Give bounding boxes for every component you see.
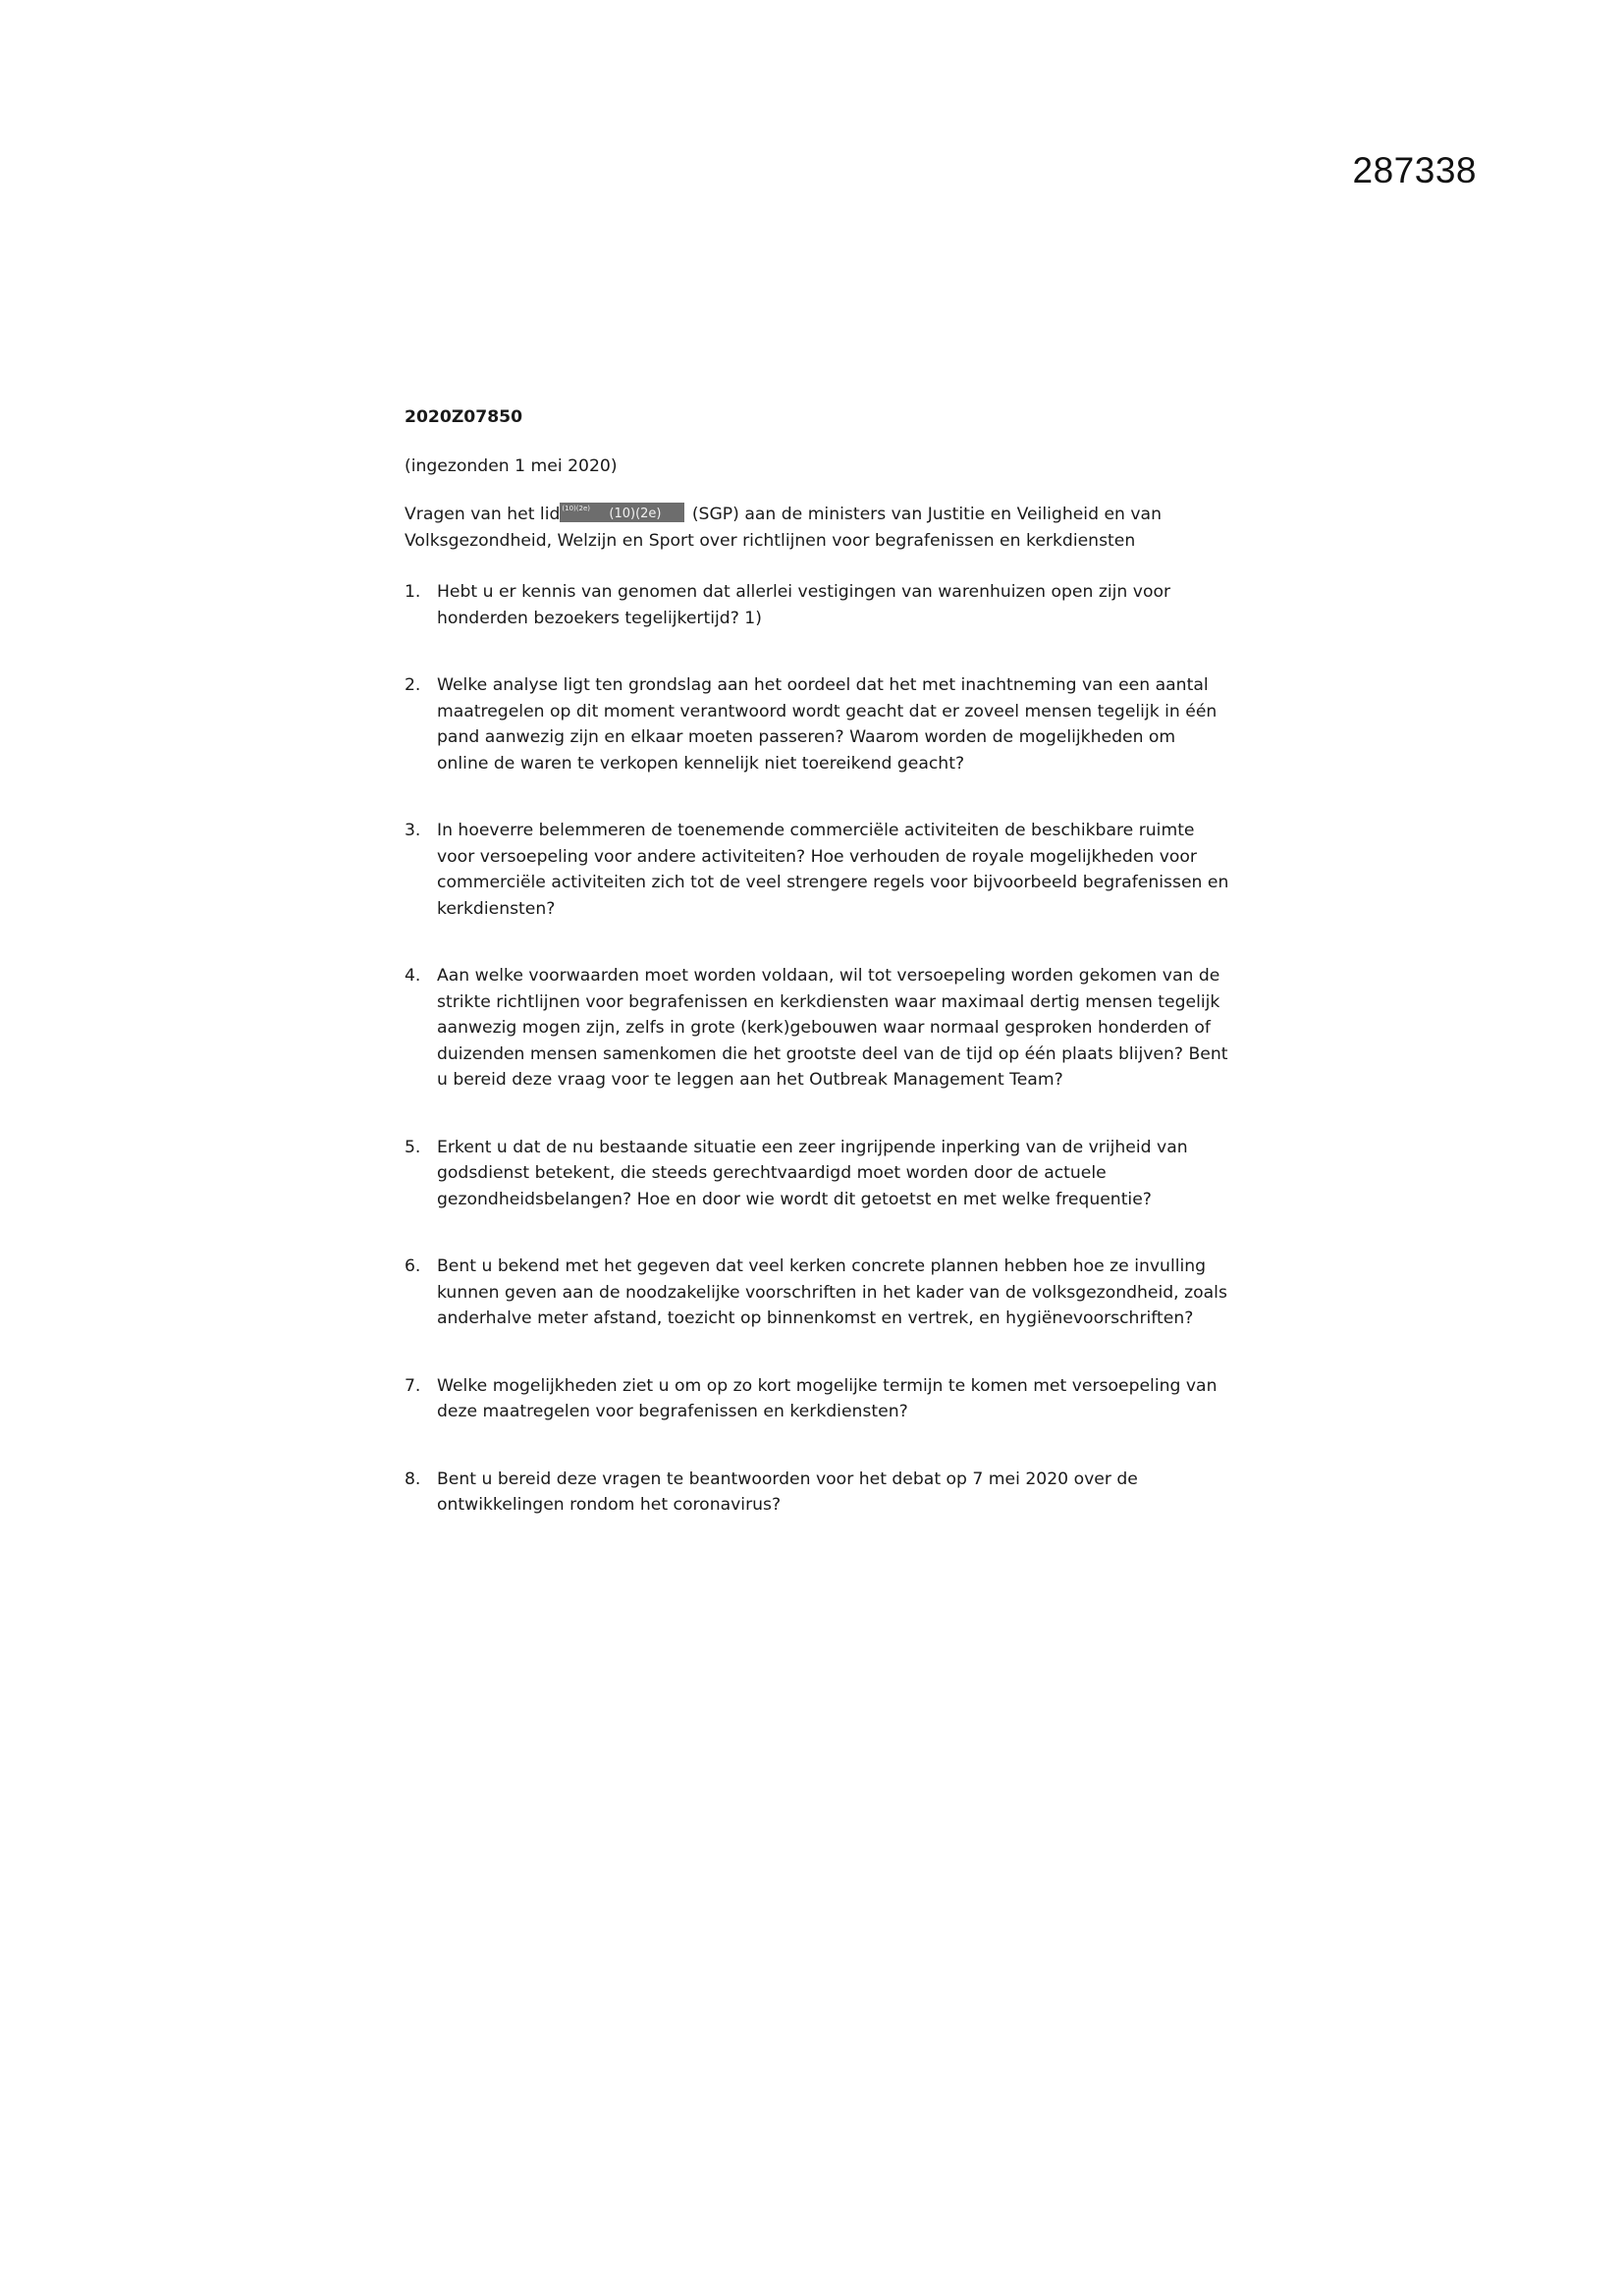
redaction-block: [560, 503, 684, 522]
question-text: Welke mogelijkheden ziet u om op zo kort mogelijke termijn te komen met versoepeling van deze maatregelen voor begrafenissen en kerkdiensten?: [437, 1375, 1218, 1421]
intro-paragraph: [405, 502, 1229, 554]
intro-text-end: (SGP) aan de ministers van Justitie en Veiligheid en van Volksgezondheid, Welzijn en Sport over richtlijnen voor begrafenissen en kerkdiensten: [405, 505, 1162, 551]
question-item: [405, 672, 1229, 776]
question-item: [405, 963, 1229, 1094]
question-text: Bent u bereid deze vragen te beantwoorden voor het debat op 7 mei 2020 over de ontwikkelingen rondom het coronavirus?: [437, 1468, 1138, 1515]
document-body: [405, 404, 1229, 1521]
question-item: [405, 1373, 1229, 1425]
question-number: 7.: [405, 1375, 421, 1396]
question-text: Welke analyse ligt ten grondslag aan het oordeel dat het met inachtneming van een aantal maatregelen op dit moment verantwoord wordt geacht dat er zoveel mensen tegelijk in één pand aanwezig zijn en elkaar moeten passeren? Waarom worden de mogelijkheden om online de waren te verkopen kennelijk niet toereikend geacht?: [437, 675, 1218, 774]
redaction-code-small: (10)(2e): [562, 505, 590, 512]
reference-number: 2020Z07850: [405, 407, 523, 427]
question-number: 4.: [405, 966, 421, 986]
question-list: [405, 579, 1229, 1519]
submission-date: (ingezonden 1 mei 2020): [405, 455, 618, 476]
question-number: 8.: [405, 1468, 421, 1489]
question-item: [405, 818, 1229, 922]
question-number: 3.: [405, 821, 421, 840]
intro-text-start: Vragen van het lid: [405, 505, 561, 524]
question-text: Erkent u dat de nu bestaande situatie een zeer ingrijpende inperking van de vrijheid van godsdienst betekent, die steeds gerechtvaardigd moet worden door de actuele gezondheidsbelangen? Hoe en door wie wordt dit getoetst en met welke frequentie?: [437, 1137, 1188, 1209]
question-number: 6.: [405, 1256, 421, 1276]
question-item: [405, 1254, 1229, 1332]
redaction-code: (10)(2e): [609, 507, 662, 521]
question-text: Aan welke voorwaarden moet worden voldaan, wil tot versoepeling worden gekomen van de strikte richtlijnen voor begrafenissen en kerkdiensten waar maximaal dertig mensen tegelijk aanwezig mogen zijn, zelfs in grote (kerk)gebouwen waar normaal gesproken honderden of duizenden mensen samenkomen die het grootste deel van de tijd op één plaats blijven? Bent u bereid deze vraag voor te leggen aan het Outbreak Management Team?: [437, 966, 1228, 1090]
question-text: Bent u bekend met het gegeven dat veel kerken concrete plannen hebben hoe ze invulling kunnen geven aan de noodzakelijke voorschriften in het kader van de volksgezondheid, zoals anderhalve meter afstand, toezicht op binnenkomst en vertrek, en hygiënevoorschriften?: [437, 1256, 1227, 1328]
question-number: 1.: [405, 582, 421, 602]
question-number: 2.: [405, 675, 421, 695]
question-number: 5.: [405, 1137, 421, 1157]
question-item: [405, 1135, 1229, 1213]
question-item: [405, 579, 1229, 631]
question-text: Hebt u er kennis van genomen dat allerlei vestigingen van warenhuizen open zijn voor honderden bezoekers tegelijkertijd? 1): [437, 582, 1171, 628]
question-item: [405, 1467, 1229, 1519]
document-number: 287338: [1352, 150, 1477, 190]
question-text: In hoeverre belemmeren de toenemende commerciële activiteiten de beschikbare ruimte voor versoepeling voor andere activiteiten? Hoe verhouden de royale mogelijkheden voor commerciële activiteiten zich tot de veel strengere regels voor bijvoorbeeld begrafenissen en kerkdiensten?: [437, 821, 1229, 919]
